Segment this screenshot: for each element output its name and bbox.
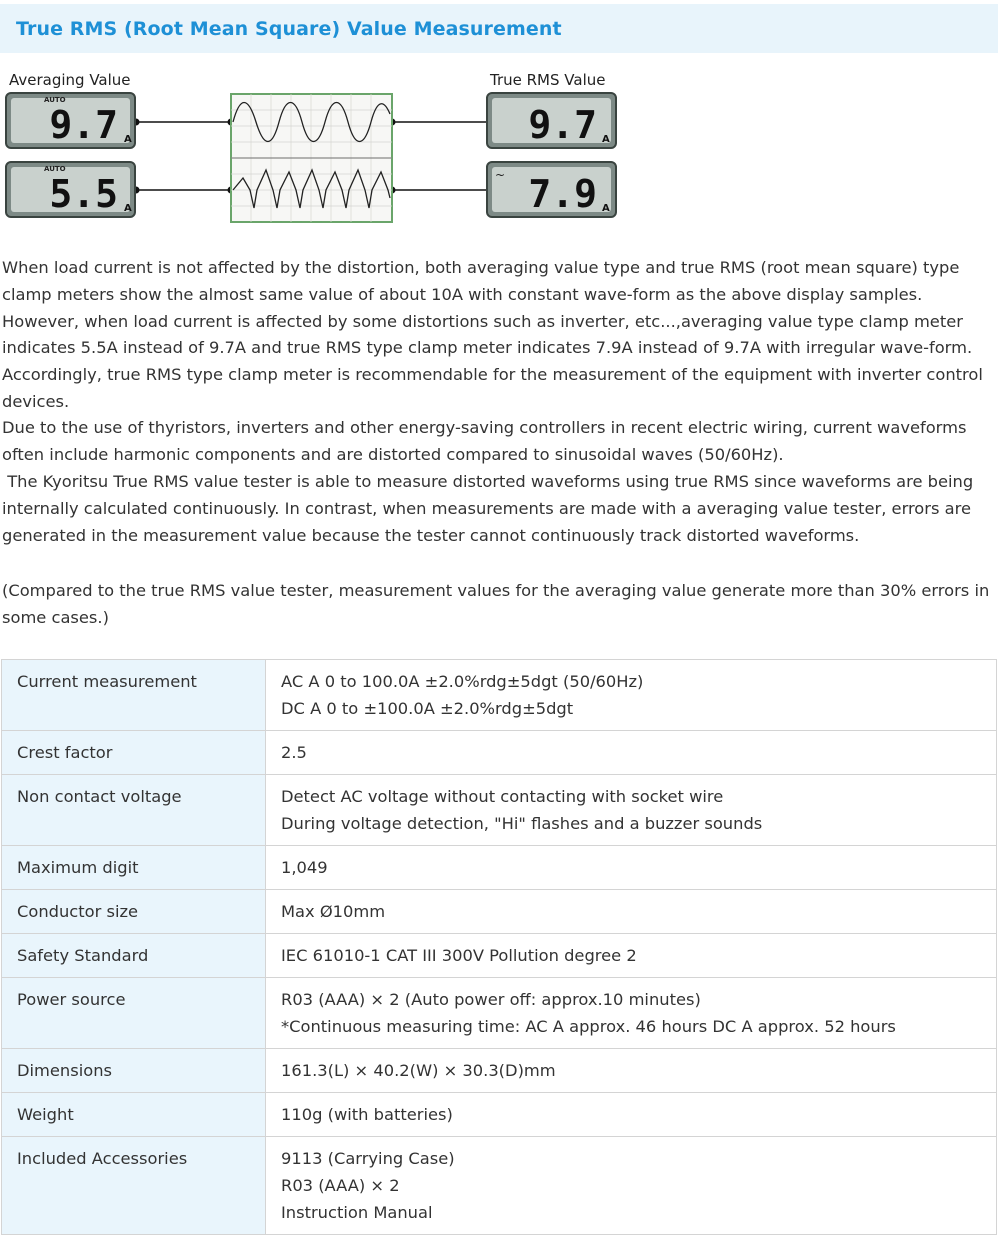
spec-value xyxy=(266,1093,997,1137)
table-row xyxy=(2,934,997,978)
table-row xyxy=(2,660,997,731)
true-rms-display-distorted xyxy=(487,162,616,217)
spec-value xyxy=(266,775,997,846)
paragraph-error-note: (Compared to the true RMS value tester, measurement values for the averaging value generate more than 30% errors in some cases.) xyxy=(2,581,990,627)
spec-value xyxy=(266,890,997,934)
spec-value-line: 2.5 xyxy=(281,743,307,762)
spec-value-line: IEC 61010-1 CAT III 300V Pollution degree 2 xyxy=(281,946,637,965)
spec-value xyxy=(266,978,997,1049)
spec-value-line: AC A 0 to 100.0A ±2.0%rdg±5dgt (50/60Hz) xyxy=(281,672,644,691)
spec-label: Safety Standard xyxy=(2,934,266,978)
spec-value-line: 110g (with batteries) xyxy=(281,1105,453,1124)
spec-value xyxy=(266,1049,997,1093)
spec-label: Non contact voltage xyxy=(2,775,266,846)
spec-value-line: R03 (AAA) × 2 xyxy=(281,1176,400,1195)
averaging-sine-reading: 9.7 xyxy=(49,103,118,147)
table-row xyxy=(2,1093,997,1137)
waveform-panel xyxy=(231,94,392,222)
spec-label: Crest factor xyxy=(2,731,266,775)
unit-label: A xyxy=(124,203,132,214)
spec-label: Weight xyxy=(2,1093,266,1137)
table-row xyxy=(2,978,997,1049)
true-rms-display-sine xyxy=(487,93,616,148)
auto-indicator: AUTO xyxy=(44,96,66,104)
true-rms-value-label: True RMS Value xyxy=(490,71,606,89)
spec-value xyxy=(266,660,997,731)
spec-value-line: Detect AC voltage without contacting with socket wire xyxy=(281,787,724,806)
ac-indicator: ~ xyxy=(495,168,506,182)
spec-value-line: During voltage detection, "Hi" flashes and a buzzer sounds xyxy=(281,814,763,833)
averaging-distorted-reading: 5.5 xyxy=(49,172,118,216)
spec-label: Current measurement xyxy=(2,660,266,731)
table-row xyxy=(2,890,997,934)
averaging-display-distorted xyxy=(6,162,135,217)
spec-value-line: *Continuous measuring time: AC A approx. 46 hours DC A approx. 52 hours xyxy=(281,1017,896,1036)
page-title: True RMS (Root Mean Square) Value Measurement xyxy=(16,18,562,40)
paragraph-kyoritsu-tester: The Kyoritsu True RMS value tester is able to measure distorted waveforms using true RMS since waveforms are being internally calculated continuously. In contrast, when measurements are made with a averaging value tester, errors are generated in the measurement value because the tester cannot continuously track distorted waveforms. xyxy=(2,472,979,545)
averaging-display-sine xyxy=(6,93,135,148)
true-rms-distorted-reading: 7.9 xyxy=(528,172,597,216)
spec-value-line: Instruction Manual xyxy=(281,1203,433,1222)
table-row xyxy=(2,846,997,890)
spec-label: Dimensions xyxy=(2,1049,266,1093)
unit-label: A xyxy=(602,134,610,145)
auto-indicator: AUTO xyxy=(44,165,66,173)
spec-value-line: DC A 0 to ±100.0A ±2.0%rdg±5dgt xyxy=(281,699,574,718)
spec-value-line: 161.3(L) × 40.2(W) × 30.3(D)mm xyxy=(281,1061,556,1080)
spec-value-line: R03 (AAA) × 2 (Auto power off: approx.10 minutes) xyxy=(281,990,701,1009)
table-row xyxy=(2,731,997,775)
table-row xyxy=(2,1049,997,1093)
paragraph-harmonics: Due to the use of thyristors, inverters and other energy-saving controllers in recent electric wiring, current waveforms often include harmonic components and are distorted compared to sinusoidal waves (50/60Hz). xyxy=(2,418,967,464)
spec-label: Maximum digit xyxy=(2,846,266,890)
spec-value-line: 9113 (Carrying Case) xyxy=(281,1149,455,1168)
spec-value-line: 1,049 xyxy=(281,858,328,877)
spec-value xyxy=(266,846,997,890)
paragraph-distortion-explanation: When load current is not affected by the distortion, both averaging value type and true RMS (root mean square) type clamp meters show the almost same value of about 10A with constant wave-form as the above display samples. However, when load current is affected by some distortions such as inverter, etc...,averaging value type clamp meter indicates 5.5A instead of 9.7A and true RMS type clamp meter indicates 7.9A instead of 9.7A with irregular wave-form. Accordingly, true RMS type clamp meter is recommendable for the measurement of the equipment with inverter control devices. xyxy=(2,258,983,411)
spec-label: Included Accessories xyxy=(2,1137,266,1235)
spec-label: Conductor size xyxy=(2,890,266,934)
spec-value xyxy=(266,934,997,978)
unit-label: A xyxy=(124,134,132,145)
diagram-svg xyxy=(0,66,640,228)
averaging-value-label: Averaging Value xyxy=(9,71,131,89)
specifications-table xyxy=(1,659,997,1235)
table-row xyxy=(2,775,997,846)
spec-label: Power source xyxy=(2,978,266,1049)
true-rms-sine-reading: 9.7 xyxy=(528,103,597,147)
measurement-diagram xyxy=(0,66,640,228)
unit-label: A xyxy=(602,203,610,214)
title-bar xyxy=(0,4,998,53)
spec-value-line: Max Ø10mm xyxy=(281,902,386,921)
spec-value xyxy=(266,731,997,775)
